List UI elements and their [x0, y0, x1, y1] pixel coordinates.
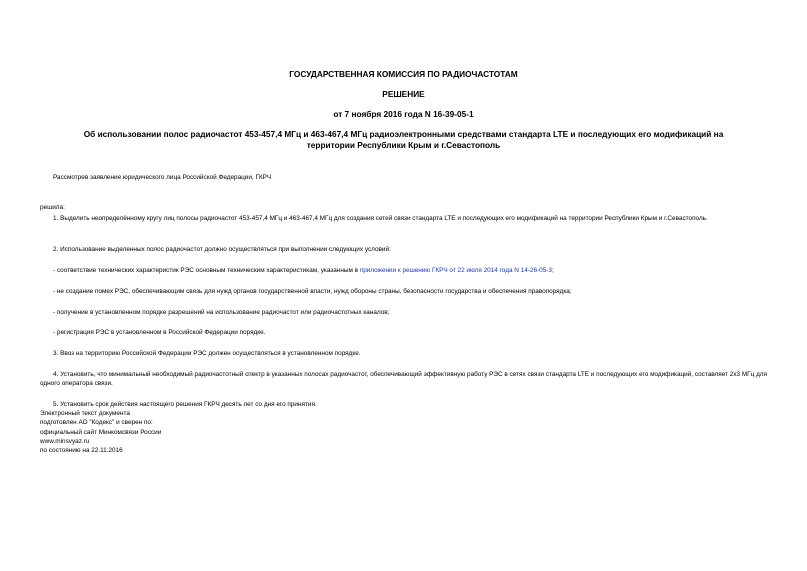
decision-link[interactable]: приложении к решению ГКРЧ от 22 июля 2014 года N 14-26-05-3: [359, 267, 552, 274]
intro-paragraph: Рассмотрев заявление юридического лица Российской Федерации, ГКРЧ: [53, 174, 272, 181]
document-title: [40, 129, 767, 151]
document-date-number: от 7 ноября 2016 года N 16-39-05-1: [333, 109, 474, 119]
decided-label: решила:: [40, 204, 65, 211]
footer-line-3: официальный сайт Минкомсвязи России: [40, 428, 162, 436]
condition-3: - получение в установленном порядке разрешений на использование радиочастот или радиочастотных каналов;: [53, 309, 390, 316]
item-5: 5. Установить срок действия настоящего решения ГКРЧ десять лет со дня его принятия.: [53, 401, 317, 408]
source-footer: [40, 409, 161, 455]
condition-1: [40, 266, 767, 275]
footer-line-5: по состоянию на 22.11.2016: [40, 447, 123, 455]
condition-4: - регистрация РЭС в установленном в Российской Федерации порядке.: [53, 329, 266, 336]
footer-line-1: Электронный текст документа: [40, 410, 130, 417]
document-type: РЕШЕНИЕ: [382, 89, 425, 99]
condition-2: - не создание помех РЭС, обеспечивающим связь для нужд органов государственной власти, нужд обороны страны, безопасности государства и обеспечения правопорядка;: [53, 288, 572, 295]
item-4: 4. Установить, что минимальный необходимый радиочастотный спектр в указанных полосах радиочастот, обеспечивающий эффективную работу РЭС в сетях связи стандарта LTE и последующих его модификаций, составляет 2х3 МГц для одного оператора связи.: [40, 371, 767, 388]
item-1: 1. Выделить неопределённому кругу лиц полосы радиочастот 453-457,4 МГц и 463-467,4 МГц для создания сетей связи стандарта LTE и последующих его модификаций на территории Республики Крым и г.Севастополь.: [53, 215, 708, 222]
condition-1-text: - соответствие технических характеристик РЭС основным техническим характеристикам, указанным в: [53, 267, 360, 274]
item-2: 2. Использование выделенных полос радиочастот должно осуществляться при выполнении следующих условий:: [53, 246, 391, 253]
footer-line-4: www.minsvyaz.ru: [40, 437, 90, 445]
document-title-line-2: территории Республики Крым и г.Севастополь: [306, 140, 501, 150]
issuing-body: ГОСУДАРСТВЕННАЯ КОМИССИЯ ПО РАДИОЧАСТОТАМ: [289, 69, 518, 79]
footer-line-2: подготовлен АО "Кодекс" и сверен по:: [40, 419, 153, 427]
item-3: 3. Ввоз на территорию Российской Федерации РЭС должен осуществляться в установленном порядке.: [53, 350, 361, 357]
document-title-line-1: Об использовании полос радиочастот 453-457,4 МГц и 463-467,4 МГц радиоэлектронными средствами стандарта LTE и последующих его модификаций на: [83, 129, 724, 139]
condition-1-end: ;: [551, 267, 554, 274]
